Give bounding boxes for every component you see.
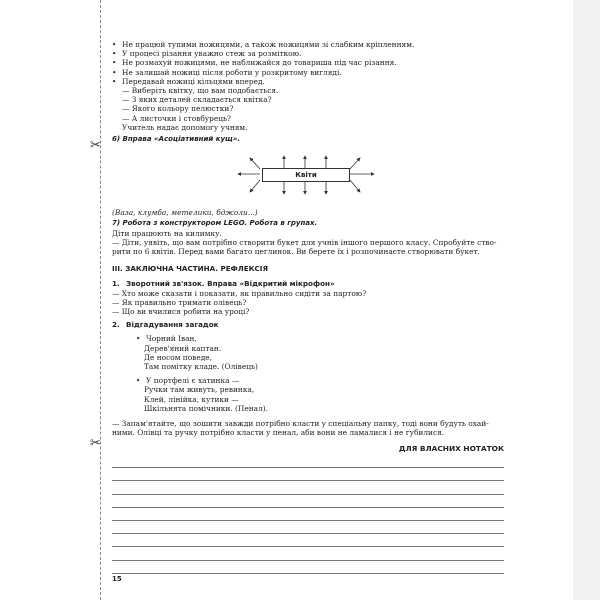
item-number: 2. xyxy=(112,320,120,330)
note-line xyxy=(112,547,504,560)
dialogue-line: — А листочки і стовбурець? xyxy=(122,113,231,123)
note-line xyxy=(112,508,504,521)
riddle-line: Де носом поведе, xyxy=(144,352,212,362)
associations-list: (Ваза, клумба, метелики, бджоли...) xyxy=(112,208,258,218)
dialogue-line: — Якого кольору пелюстки? xyxy=(122,104,234,114)
note-line xyxy=(112,495,504,508)
teacher-dialogue xyxy=(112,86,504,132)
page-margin xyxy=(573,0,600,600)
association-diagram xyxy=(112,144,504,208)
note-line xyxy=(112,481,504,494)
cut-line xyxy=(100,0,101,600)
safety-rule: • Не розмахуй ножицями, не наближайся до товариша під час різання. xyxy=(112,58,504,67)
dialogue-line: — Що ви вчилися робити на уроці? xyxy=(112,307,250,317)
riddle-line: Клей, лінійка, кутики — xyxy=(144,394,239,404)
riddle-line: Ручки там живуть, ревинка, xyxy=(144,385,255,395)
notes-area xyxy=(112,455,504,574)
section-title: III. ЗАКЛЮЧНА ЧАСТИНА. РЕФЛЕКСІЯ xyxy=(112,264,269,274)
item-number: 1. xyxy=(112,279,120,289)
item-2-title xyxy=(112,320,504,329)
safety-rule: • Не залишай ножиці після роботи у розкритому вигляді. xyxy=(112,68,504,77)
riddle-line: • У портфелі є хатинка — xyxy=(136,376,504,385)
dialogue-line: — Як правильно тримати олівець? xyxy=(112,297,247,307)
diagram-center-box: Квіти xyxy=(262,168,350,182)
note-line xyxy=(112,455,504,468)
item-title-text: Зворотний зв'язок. Вправа «Відкритий мікрофон» xyxy=(126,279,335,289)
dialogue-line: — З яких деталей складається квітка? xyxy=(122,95,272,105)
task-text: рити по 6 квітів. Перед вами багато цеглинок. Ви берете їх і розпочинаєте створювати букет. xyxy=(112,247,480,257)
dialogue-line: — Виберіть квітку, що вам подобається. xyxy=(122,86,279,96)
safety-rule: • У процесі різання уважно стеж за розміткою. xyxy=(112,49,504,58)
closing-text: ними. Олівці та ручку потрібно класти у пенал, аби вони не ламалися і не губилися. xyxy=(112,428,445,438)
item-1-title xyxy=(112,279,504,288)
closing-text: — Запам'ятайте, що зошити завжди потрібно класти у спеціальну папку, тоді вони будуть охай- xyxy=(112,419,489,429)
safety-rule: • Не працюй тупими ножицями, а також ножицями зі слабким кріпленням. xyxy=(112,40,504,49)
note-line xyxy=(112,521,504,534)
safety-rule: • Передавай ножиці кільцями вперед. xyxy=(112,77,504,86)
note-line xyxy=(112,561,504,574)
riddle-line: • Чорний Іван, xyxy=(136,334,504,343)
page-number: 15 xyxy=(112,575,122,583)
riddle-2 xyxy=(112,376,504,413)
riddle-line: Там помітку кладе. (Олівець) xyxy=(144,362,258,372)
item-title-text: Відгадування загадок xyxy=(126,320,219,330)
riddle-1 xyxy=(112,334,504,371)
note-line xyxy=(112,534,504,547)
scissors-icon: ✂ xyxy=(90,436,101,451)
note-line xyxy=(112,468,504,481)
riddle-line: Шкільнята помічники. (Пенал). xyxy=(144,403,268,413)
exercise-7-title: 7) Робота з конструктором LEGO. Робота в групах. xyxy=(112,219,318,228)
exercise-6-title: 6) Вправа «Асоціативний кущ». xyxy=(112,135,240,144)
notes-title: ДЛЯ ВЛАСНИХ НОТАТОК xyxy=(398,443,504,453)
task-text: — Діти, уявіть, що вам потрібно створити букет для учнів іншого першого класу. Спробуйте ство- xyxy=(112,237,497,247)
riddle-line: Дерев'яний каптан. xyxy=(144,343,222,353)
dialogue-line: — Хто може сказати і показати, як правильно сидіти за партою? xyxy=(112,288,367,298)
lesson-content xyxy=(112,40,504,453)
scissors-icon: ✂ xyxy=(90,138,101,153)
work-note: Діти працюють на килимку. xyxy=(112,228,222,238)
teacher-note: Учитель надає допомогу учням. xyxy=(122,122,248,132)
